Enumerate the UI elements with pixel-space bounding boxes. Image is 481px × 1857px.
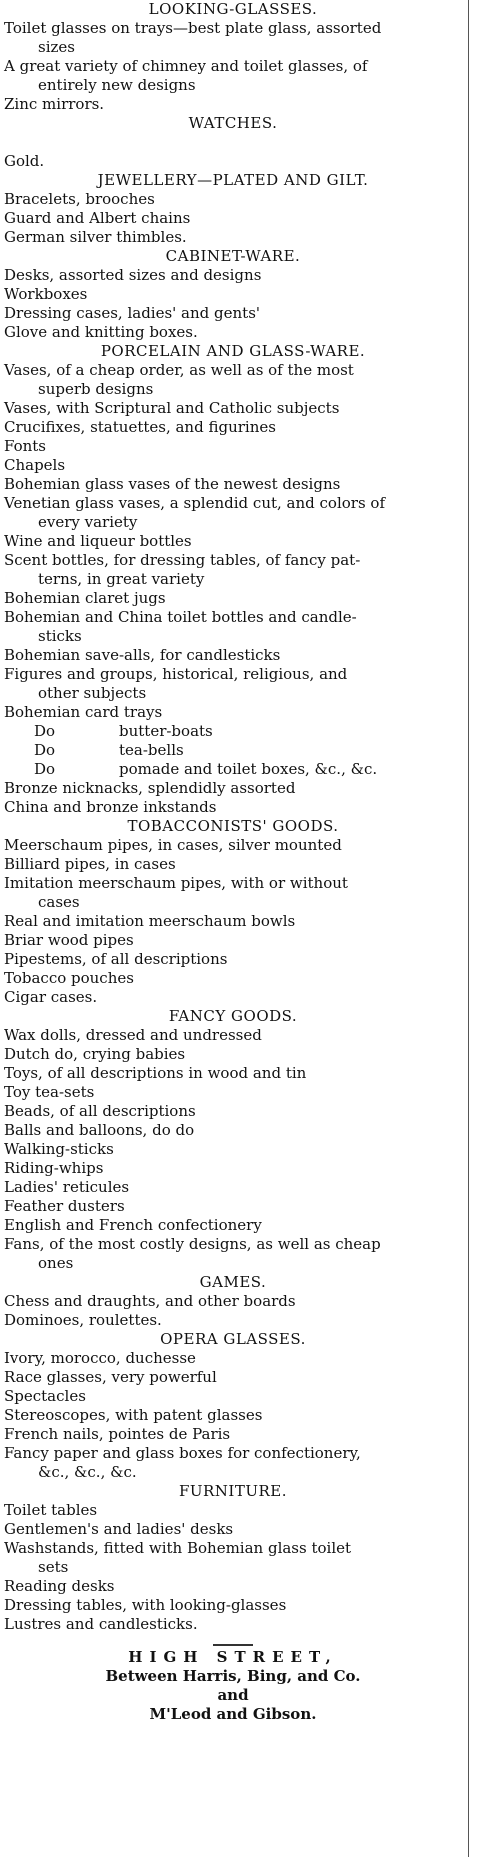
list-item [4, 209, 462, 228]
item-text: German silver thimbles. [4, 228, 187, 246]
list-item [4, 475, 462, 494]
list-item [4, 1387, 462, 1406]
list-item [4, 361, 462, 399]
item-text: Balls and balloons, do do [4, 1121, 195, 1139]
item-text: Figures and groups, historical, religious, and [4, 665, 348, 683]
footer-rule [213, 1644, 253, 1646]
list-item [4, 874, 462, 912]
item-text: Guard and Albert chains [4, 209, 191, 227]
ditto-row [4, 741, 462, 760]
ditto-row [4, 760, 462, 779]
list-item [4, 988, 462, 1007]
ditto-mark: Do [34, 722, 56, 740]
list-item [4, 1216, 462, 1235]
item-text: Dutch do, crying babies [4, 1045, 186, 1063]
list-item [4, 1406, 462, 1425]
list-item [4, 1501, 462, 1520]
section-heading: CABINET-WARE. [165, 247, 301, 265]
list-item [4, 1235, 462, 1273]
section-heading: WATCHES. [188, 114, 278, 132]
item-text: Bohemian save-alls, for candlesticks [4, 646, 281, 664]
footer-address [4, 1644, 462, 1724]
item-text [4, 133, 462, 152]
section [4, 0, 462, 114]
list-item [4, 779, 462, 798]
ditto-row [4, 722, 462, 741]
list-item [4, 190, 462, 209]
section-heading: PORCELAIN AND GLASS-WARE. [100, 342, 366, 360]
item-text: Lustres and candlesticks. [4, 1615, 198, 1633]
list-item [4, 266, 462, 285]
list-item [4, 1311, 462, 1330]
ditto-mark: Do [34, 760, 56, 778]
item-text: Billiard pipes, in cases [4, 855, 176, 873]
list-item [4, 646, 462, 665]
section-heading: FANCY GOODS. [168, 1007, 298, 1025]
item-continuation: entirely new designs [38, 76, 196, 94]
item-text: Dressing cases, ladies' and gents' [4, 304, 261, 322]
list-item [4, 1577, 462, 1596]
section [4, 342, 462, 817]
item-text: Toys, of all descriptions in wood and tin [4, 1064, 307, 1082]
item-text: Gentlemen's and ladies' desks [4, 1520, 234, 1538]
item-text: Zinc mirrors. [4, 95, 105, 113]
item-text: Glove and knitting boxes. [4, 323, 198, 341]
item-text: Dressing tables, with looking-glasses [4, 1596, 287, 1614]
item-continuation: other subjects [38, 684, 147, 702]
item-continuation: sticks [38, 627, 82, 645]
section [4, 1482, 462, 1634]
list-item [4, 1121, 462, 1140]
item-text: Reading desks [4, 1577, 115, 1595]
list-item [4, 855, 462, 874]
item-text: Feather dusters [4, 1197, 125, 1215]
list-item [4, 798, 462, 817]
item-text: Bohemian claret jugs [4, 589, 166, 607]
item-text: Race glasses, very powerful [4, 1368, 217, 1386]
item-text: Wine and liqueur bottles [4, 532, 192, 550]
item-text: Beads, of all descriptions [4, 1102, 196, 1120]
list-item [4, 836, 462, 855]
item-text: Riding-whips [4, 1159, 104, 1177]
list-item [4, 133, 462, 152]
item-text: Ivory, morocco, duchesse [4, 1349, 196, 1367]
item-text: Wax dolls, dressed and undressed [4, 1026, 262, 1044]
item-text: Walking-sticks [4, 1140, 114, 1158]
list-item [4, 1596, 462, 1615]
list-item [4, 1045, 462, 1064]
list-item [4, 608, 462, 646]
item-text: Fans, of the most costly designs, as well as cheap [4, 1235, 381, 1253]
item-text: Fancy paper and glass boxes for confectionery, [4, 1444, 361, 1462]
item-text: Spectacles [4, 1387, 86, 1405]
item-text: Dominoes, roulettes. [4, 1311, 162, 1329]
list-item [4, 1520, 462, 1539]
item-text: Pipestems, of all descriptions [4, 950, 228, 968]
item-text: Bohemian card trays [4, 703, 163, 721]
list-item [4, 418, 462, 437]
list-item [4, 228, 462, 247]
list-item [4, 1159, 462, 1178]
item-text: Tobacco pouches [4, 969, 134, 987]
list-item [4, 1292, 462, 1311]
list-item [4, 1102, 462, 1121]
list-item [4, 1368, 462, 1387]
item-text: Vases, of a cheap order, as well as of the most [4, 361, 354, 379]
section [4, 1007, 462, 1273]
list-item [4, 1178, 462, 1197]
list-item [4, 1539, 462, 1577]
list-item [4, 1615, 462, 1634]
item-continuation: terns, in great variety [38, 570, 205, 588]
list-item [4, 19, 462, 57]
item-text: Crucifixes, statuettes, and figurines [4, 418, 276, 436]
footer-between: Between Harris, Bing, and Co. [105, 1667, 361, 1685]
ditto-text: butter-boats [119, 722, 213, 740]
item-text: Toilet tables [4, 1501, 98, 1519]
item-text: Bracelets, brooches [4, 190, 155, 208]
list-item [4, 969, 462, 988]
item-text: Stereoscopes, with patent glasses [4, 1406, 263, 1424]
ditto-mark: Do [34, 741, 56, 759]
list-item [4, 304, 462, 323]
item-text: Gold. [4, 152, 45, 170]
list-item [4, 589, 462, 608]
item-continuation: cases [38, 893, 80, 911]
section-heading: FURNITURE. [178, 1482, 288, 1500]
item-text: Toilet glasses on trays—best plate glass, assorted [4, 19, 382, 37]
list-item [4, 703, 462, 722]
list-item [4, 437, 462, 456]
list-item [4, 1083, 462, 1102]
list-item [4, 931, 462, 950]
list-item [4, 551, 462, 589]
item-text: Desks, assorted sizes and designs [4, 266, 262, 284]
item-text: Scent bottles, for dressing tables, of fancy pat- [4, 551, 361, 569]
section-heading: TOBACCONISTS' GOODS. [127, 817, 339, 835]
item-text: Washstands, fitted with Bohemian glass toilet [4, 1539, 352, 1557]
item-text: English and French confectionery [4, 1216, 262, 1234]
item-text: Bohemian and China toilet bottles and candle- [4, 608, 357, 626]
item-text: French nails, pointes de Paris [4, 1425, 231, 1443]
list-item [4, 285, 462, 304]
list-item [4, 1425, 462, 1444]
item-text: Fonts [4, 437, 47, 455]
footer-name: M'Leod and Gibson. [149, 1705, 317, 1723]
section [4, 247, 462, 342]
section [4, 1273, 462, 1330]
item-continuation: sizes [38, 38, 75, 56]
item-continuation: superb designs [38, 380, 154, 398]
list-item [4, 152, 462, 171]
list-item [4, 95, 462, 114]
item-text: Chess and draughts, and other boards [4, 1292, 296, 1310]
list-item [4, 1197, 462, 1216]
list-item [4, 1444, 462, 1482]
item-text: Workboxes [4, 285, 88, 303]
ditto-text: pomade and toilet boxes, &c., &c. [119, 760, 378, 778]
list-item [4, 1349, 462, 1368]
list-item [4, 456, 462, 475]
item-text: Venetian glass vases, a splendid cut, and colors of [4, 494, 385, 512]
list-item [4, 323, 462, 342]
item-text: Imitation meerschaum pipes, with or without [4, 874, 348, 892]
item-continuation: every variety [38, 513, 138, 531]
item-text: Bronze nicknacks, splendidly assorted [4, 779, 296, 797]
ditto-text: tea-bells [119, 741, 184, 759]
list-item [4, 950, 462, 969]
section [4, 817, 462, 1007]
section-heading: GAMES. [199, 1273, 267, 1291]
advertisement-column [4, 0, 462, 1724]
section-heading: JEWELLERY—PLATED AND GILT. [97, 171, 369, 189]
item-text: Meerschaum pipes, in cases, silver mounted [4, 836, 342, 854]
section [4, 171, 462, 247]
list-item [4, 1140, 462, 1159]
list-item [4, 912, 462, 931]
item-text: Vases, with Scriptural and Catholic subjects [4, 399, 340, 417]
list-item [4, 532, 462, 551]
item-text: Cigar cases. [4, 988, 98, 1006]
list-item [4, 494, 462, 532]
item-text: Real and imitation meerschaum bowls [4, 912, 296, 930]
item-continuation: sets [38, 1558, 69, 1576]
item-continuation: &c., &c., &c. [38, 1463, 137, 1481]
list-item [4, 399, 462, 418]
list-item [4, 57, 462, 95]
item-text: Toy tea-sets [4, 1083, 95, 1101]
item-continuation: ones [38, 1254, 74, 1272]
section-heading: LOOKING-GLASSES. [148, 0, 318, 18]
item-text: Ladies' reticules [4, 1178, 130, 1196]
item-text: Briar wood pipes [4, 931, 134, 949]
item-text: Bohemian glass vases of the newest designs [4, 475, 341, 493]
section [4, 1330, 462, 1482]
section [4, 114, 462, 171]
list-item [4, 665, 462, 703]
list-item [4, 1026, 462, 1045]
column-rule [468, 0, 469, 1857]
item-text: Chapels [4, 456, 66, 474]
footer-and: and [217, 1686, 249, 1704]
item-text: China and bronze inkstands [4, 798, 217, 816]
item-text: A great variety of chimney and toilet glasses, of [4, 57, 368, 75]
list-item [4, 1064, 462, 1083]
section-heading: OPERA GLASSES. [160, 1330, 306, 1348]
footer-street: HIGH STREET, [128, 1648, 338, 1666]
